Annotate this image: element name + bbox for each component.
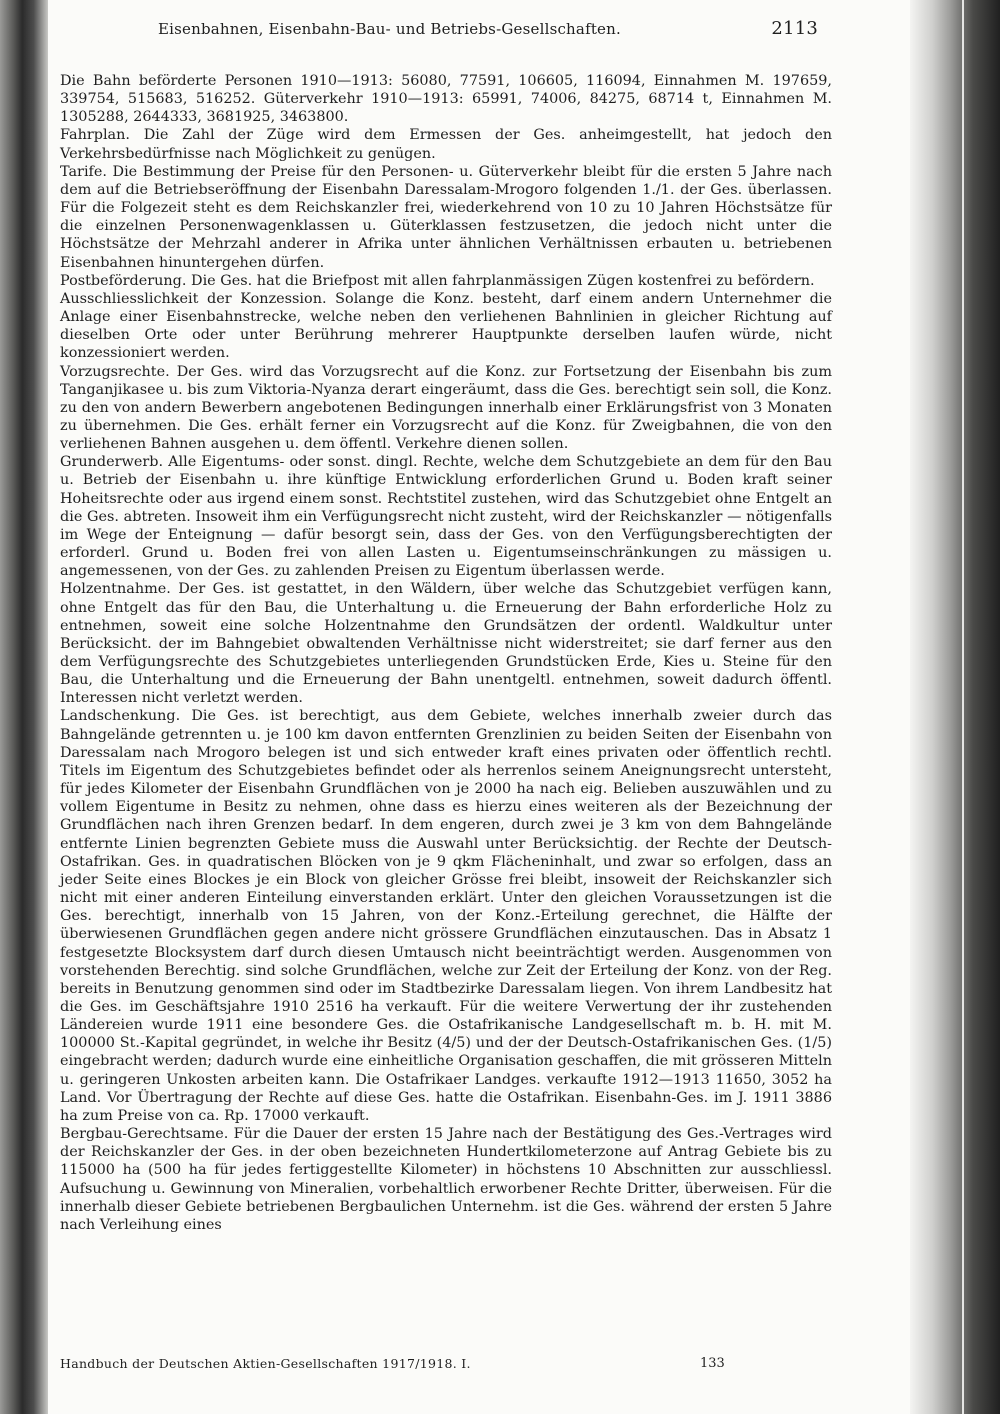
page-header <box>60 14 832 46</box>
paragraph-fahrplan: Fahrplan. Die Zahl der Züge wird dem Ermessen der Ges. anheimgestellt, hat jedoch den Verkehrsbedürfnisse nach Möglichkeit zu genügen. <box>60 127 832 162</box>
paragraph-postbefoerderung: Postbeförderung. Die Ges. hat die Briefpost mit allen fahrplanmässigen Zügen kostenfrei zu befördern. <box>60 272 815 289</box>
page-footer <box>60 1356 832 1378</box>
paragraph-holzentnahme: Holzentnahme. Der Ges. ist gestattet, in den Wäldern, über welche das Schutzgebiet verfügen kann, ohne Entgelt das für den Bau, die Unterhaltung u. die Erneuerung der Bahn erforderliche Holz zu entnehmen, soweit eine solche Holzentnahme den Grundsätzen der ordentl. Waldkultur unter Berücksicht. der im Bahngebiet obwaltenden Verhältnisse nicht widerstreitet; sie darf ferner aus den dem Verfügungsrechte des Schutzgebietes unterliegenden Grundstücken Erde, Kies u. Steine für den Bau, die Unterhaltung und die Erneuerung der Bahn unentgeltl. entnehmen, soweit dadurch öffentl. Interessen nicht verletzt werden. <box>60 581 832 707</box>
footer-sheet-number: 133 <box>700 1356 725 1371</box>
left-page-edge <box>0 0 22 1414</box>
paragraph-traffic-statistics: Die Bahn beförderte Personen 1910—1913: 56080, 77591, 106605, 116094, Einnahmen M. 197659, 339754, 515683, 516252. Güterverkehr 1910—1913: 65991, 74006, 84275, 68714 t, Einnahmen M. 1305288, 2644333, 3681925, 3463800. <box>60 73 832 126</box>
page-number: 2113 <box>771 18 818 39</box>
paragraph-landschenkung: Landschenkung. Die Ges. ist berechtigt, aus dem Gebiete, welches innerhalb zweier durch das Bahngelände getrennten u. je 100 km davon entfernten Grenzlinien zu beiden Seiten der Eisenbahn von Daressalam nach Mrogoro belegen ist und sich entweder kraft eines privaten oder öffentlich rechtl. Titels im Eigentum des Schutzgebietes befindet oder als herrenlos seinem Aneignungsrecht untersteht, für jedes Kilometer der Eisenbahn Grundflächen von je 2000 ha nach eig. Belieben auszuwählen und zu vollem Eigentume in Besitz zu nehmen, ohne dass es hierzu eines weiteren als der Bezeichnung der Grundflächen nach ihren Grenzen bedarf. In dem engeren, durch zwei je 3 km von dem Bahngelände entfernte Linien begrenzten Gebiete muss die Auswahl unter Berücksichtig. der Rechte der Deutsch-Ostafrikan. Ges. in quadratischen Blöcken von je 9 qkm Flächeninhalt, und zwar so erfolgen, dass an jeder Seite eines Blockes je ein Block von gleicher Grösse frei bleibt, insoweit der Reichskanzler sich nicht mit einer anderen Einteilung einverstanden erklärt. Unter den gleichen Voraussetzungen ist die Ges. berechtigt, innerhalb von 15 Jahren, von der Konz.-Erteilung gerechnet, die Hälfte der überwiesenen Grundflächen gegen andere nicht grössere Grundflächen einzutauschen. Das in Absatz 1 festgesetzte Blocksystem darf durch diesen Umtausch nicht beeinträchtigt werden. Ausgenommen von vorstehenden Berechtig. sind solche Grundflächen, welche zur Zeit der Erteilung der Konz. von der Reg. bereits in Benutzung genommen sind oder im Stadtbezirke Daressalam liegen. Von ihrem Landbesitz hat die Ges. im Geschäftsjahre 1910 2516 ha verkauft. Für die weitere Verwertung der ihr zustehenden Ländereien wurde 1911 eine besondere Ges. die Ostafrikanische Landgesellschaft m. b. H. mit M. 100000 St.-Kapital gegründet, in welche ihr Besitz (4/5) und der der Deutsch-Ostafrikanischen Ges. (1/5) eingebracht werden; dadurch wurde eine einheitliche Organisation geschaffen, die mit grösseren Mitteln u. geringeren Unkosten arbeiten kann. Die Ostafrikaer Landges. verkaufte 1912—1913 11650, 3052 ha Land. Vor Übertragung der Rechte auf diese Ges. hatte die Ostafrikan. Eisenbahn-Ges. im J. 1911 3886 ha zum Preise von ca. Rp. 17000 verkauft. <box>60 708 832 1124</box>
paragraph-bergbau: Bergbau-Gerechtsame. Für die Dauer der ersten 15 Jahre nach der Bestätigung des Ges.-Vertrages wird der Reichskanzler der Ges. in der oben bezeichneten Hundertkilometerzone auf Antrag Gebiete bis zu 115000 ha (500 ha für jedes fertiggestellte Kilometer) in höchstens 10 Abschnitten zur ausschliessl. Aufsuchung u. Gewinnung von Mineralien, vorbehaltlich erworbener Rechte Dritter, überweisen. Für die innerhalb dieser Gebiete betriebenen Bergbaulichen Unternehm. ist die Ges. während der ersten 5 Jahre nach Verleihung eines <box>60 1126 832 1233</box>
paragraph-ausschliesslichkeit: Ausschliesslichkeit der Konzession. Solange die Konz. besteht, darf einem andern Unternehmer die Anlage einer Eisenbahnstrecke, welche neben den verliehenen Bahnlinien in gleicher Richtung auf dieselben Orte oder unter Berührung mehrerer Hauptpunkte derselben laufen würde, nicht konzessioniert werden. <box>60 290 832 362</box>
paragraph-tarife: Tarife. Die Bestimmung der Preise für den Personen- u. Güterverkehr bleibt für die ersten 5 Jahre nach dem auf die Betriebseröffnung der Eisenbahn Daressalam-Mrogoro folgenden 1./1. der Ges. überlassen. Für die Folgezeit steht es dem Reichskanzler frei, wiederkehrend von 10 zu 10 Jahren Höchstsätze für die einzelnen Personenwagenklassen u. Güterklassen festzusetzen, die jedoch nicht unter die Höchstsätze der Mehrzahl anderer in Afrika unter ähnlichen Verhältnissen erbauten u. betriebenen Eisenbahnen hinuntergehen dürfen. <box>60 163 832 271</box>
paragraph-vorzugsrechte: Vorzugsrechte. Der Ges. wird das Vorzugsrecht auf die Konz. zur Fortsetzung der Eisenbahn bis zum Tanganjikasee u. bis zum Viktoria-Nyanza derart eingeräumt, dass die Ges. berechtigt sein soll, die Konz. zu den von andern Bewerbern angebotenen Bedingungen innerhalb einer Erklärungsfrist von 3 Monaten zu übernehmen. Die Ges. erhält ferner ein Vorzugsrecht auf die Konz. für Zweigbahnen, die von den verliehenen Bahnen ausgehen u. dem öffentl. Verkehre dienen sollen. <box>60 363 832 453</box>
running-title: Eisenbahnen, Eisenbahn-Bau- und Betriebs-Gesellschaften. <box>158 20 621 38</box>
document-page <box>60 14 832 1410</box>
book-spine-shadow <box>22 0 48 1414</box>
paragraph-grunderwerb: Grunderwerb. Alle Eigentums- oder sonst. dingl. Rechte, welche dem Schutzgebiete an dem für den Bau u. Betrieb der Eisenbahn u. ihre künftige Entwicklung erforderlichen Grund u. Boden kraft seiner Hoheitsrechte oder aus irgend einem sonst. Rechtstitel zustehen, wird das Schutzgebiet ohne Entgelt an die Ges. abtreten. Insoweit ihm ein Verfügungsrecht nicht zusteht, wird der Reichskanzler — nötigenfalls im Wege der Enteignung — dafür besorgt sein, dass der Ges. von den Verfügungsberechtigten der erforderl. Grund u. Boden frei von allen Lasten u. Eigentumseinschränkungen zu mässigen u. angemessenen, von der Ges. zu zahlenden Preisen zu Eigentum überlassen werde. <box>60 454 832 580</box>
footer-handbook-title: Handbuch der Deutschen Aktien-Gesellschaften 1917/1918. I. <box>60 1356 471 1371</box>
body-text <box>60 72 832 1234</box>
right-page-edge <box>910 0 1000 1414</box>
